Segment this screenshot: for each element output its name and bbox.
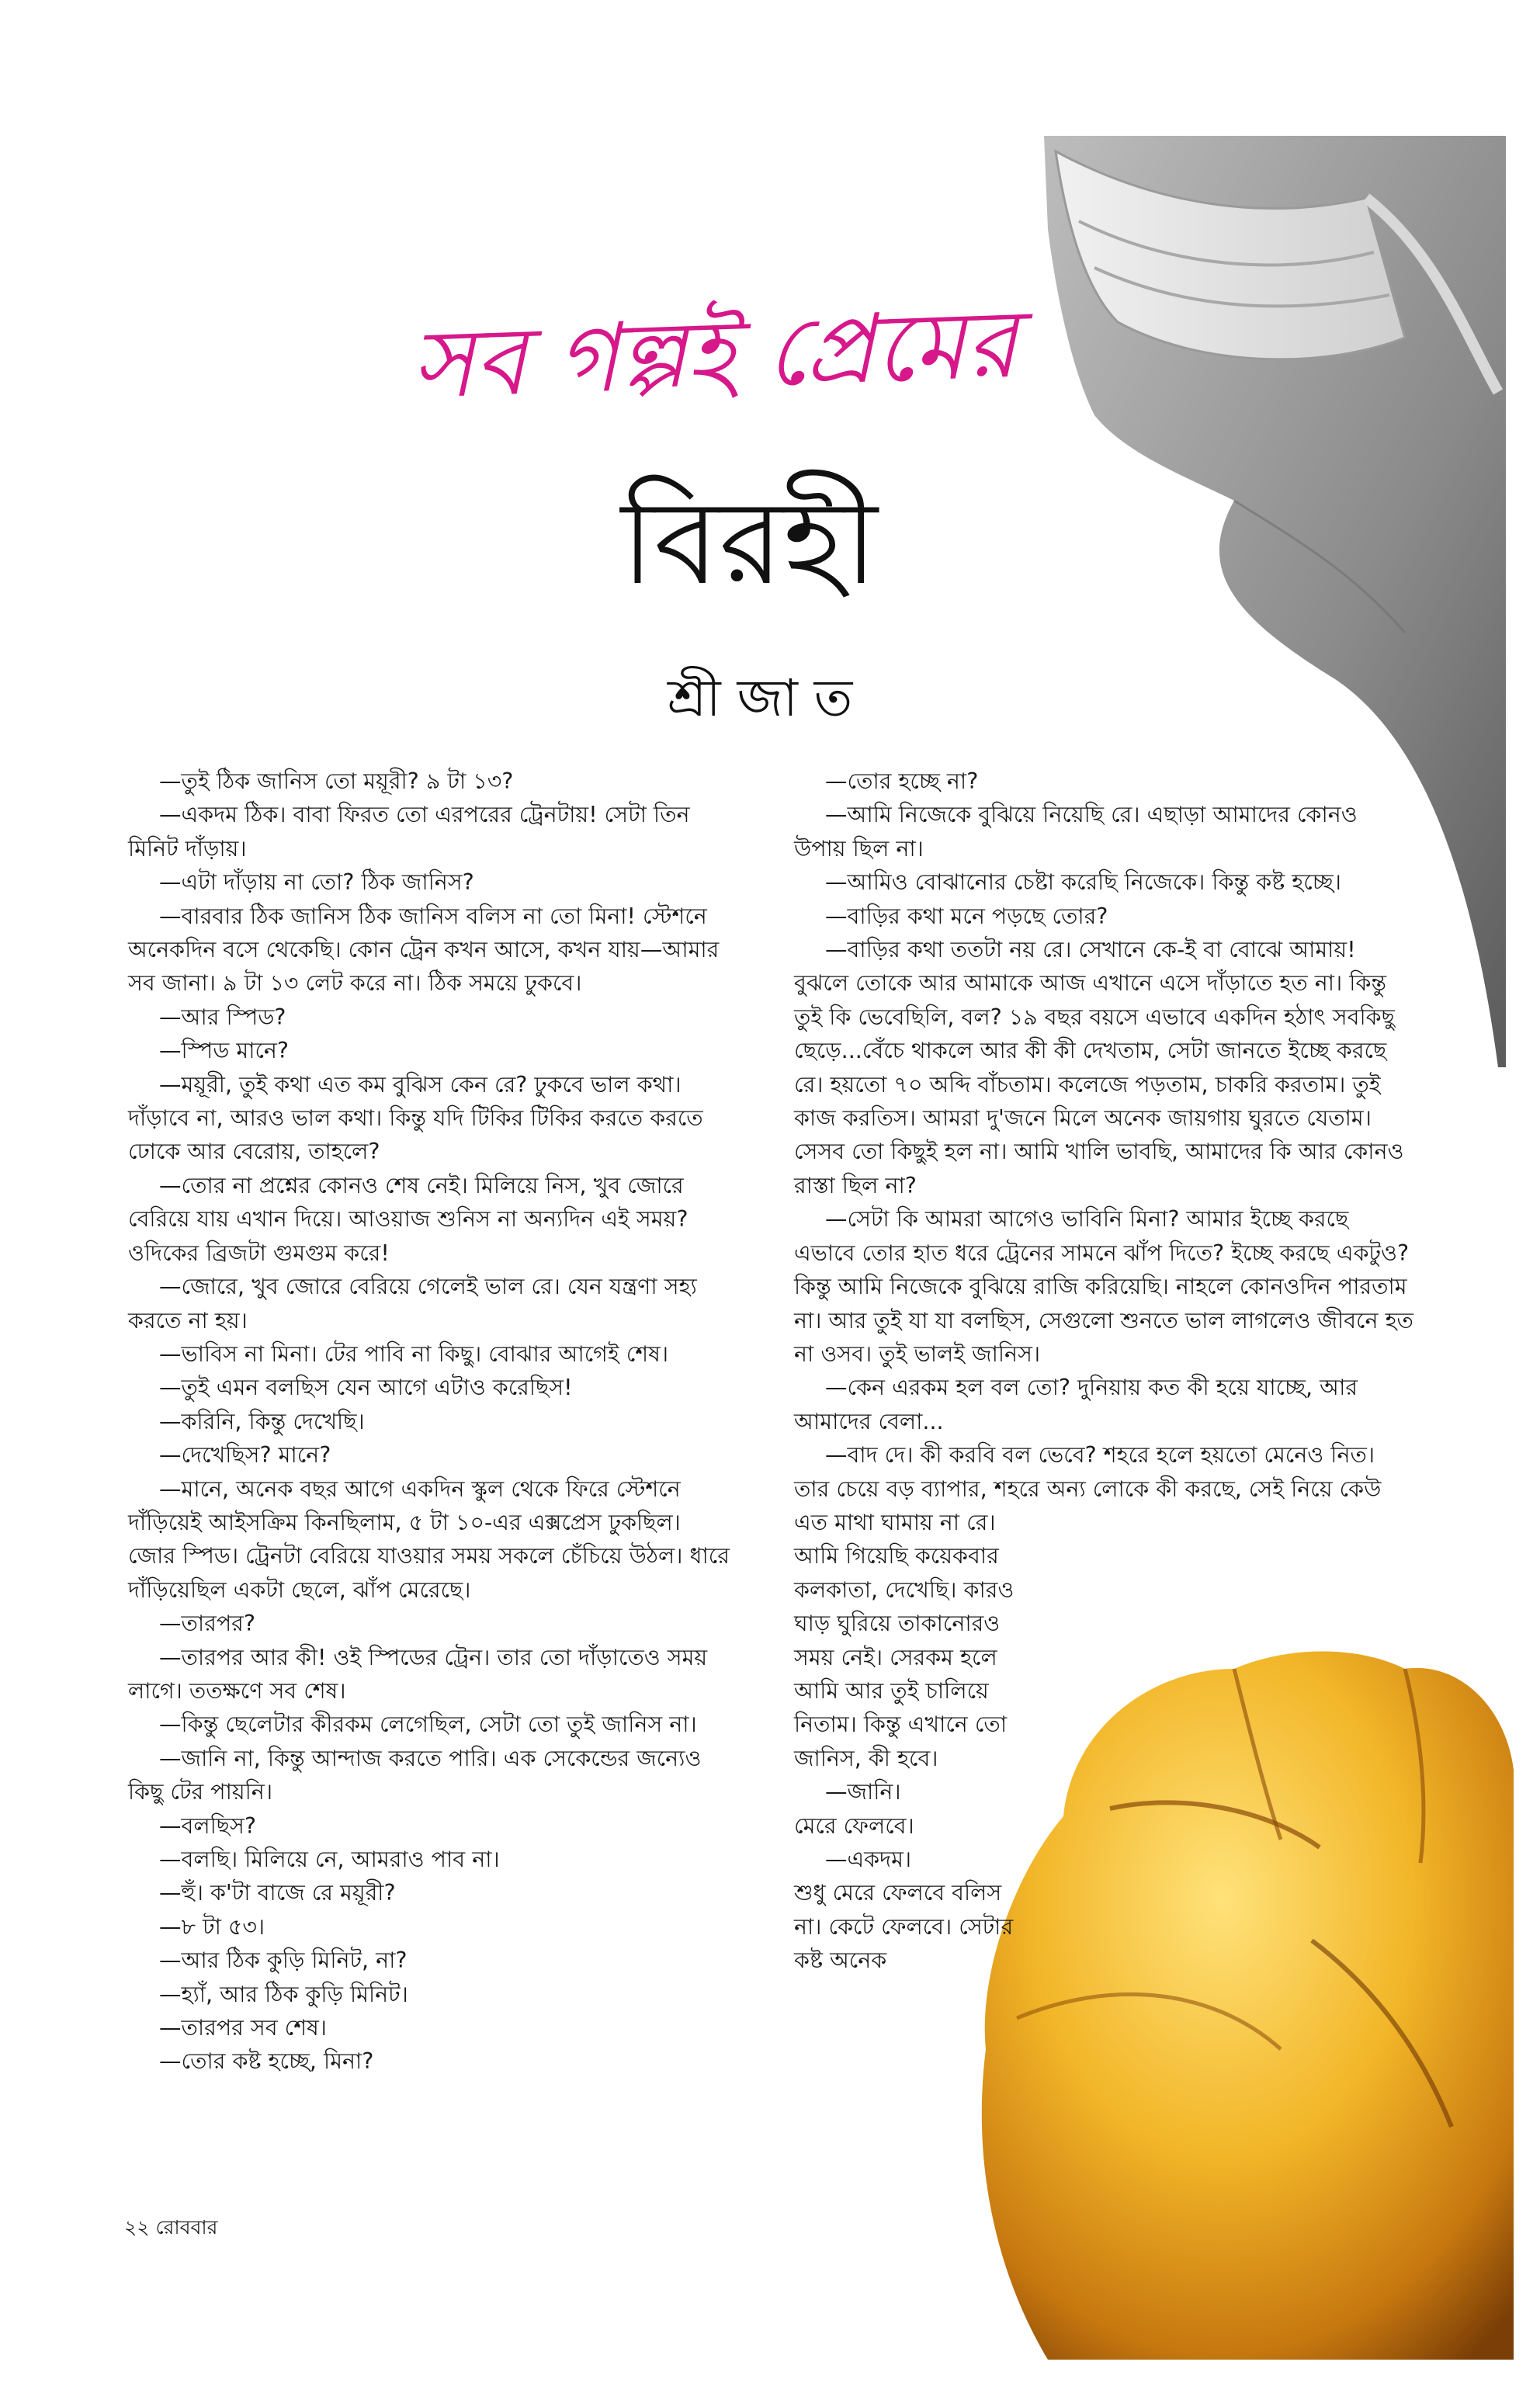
paragraph: —মানে, অনেক বছর আগে একদিন স্কুল থেকে ফিরে স্টেশনে দাঁড়িয়েই আইসক্রিম কিনছিলাম, ৫ টা ১০-এর এক্সপ্রেস ঢুকছিল। জোর স্পিড। ট্রেনটা বেরিয়ে যাওয়ার সময় সকলে চেঁচিয়ে উঠল। ধারে দাঁড়িয়েছিল একটা ছেলে, ঝাঁপ মেরেছে। bbox=[128, 1476, 730, 1603]
paragraph: শুধু মেরে ফেলবে বলিস না। কেটে ফেলবে। সেটার কষ্ট অনেক bbox=[794, 1880, 1014, 1974]
narrow-text-block bbox=[794, 1539, 1027, 1977]
paragraph: —জোরে, খুব জোরে বেরিয়ে গেলেই ভাল রে। যেন যন্ত্রণা সহ্য করতে না হয়। bbox=[128, 1274, 697, 1333]
paragraph: —তোর কষ্ট হচ্ছে, মিনা? bbox=[159, 2048, 374, 2075]
paragraph: —জানি না, কিন্তু আন্দাজ করতে পারি। এক সেকেন্ডের জন্যেও কিছু টের পায়নি। bbox=[128, 1745, 702, 1805]
page-folio: ২২ রোববার bbox=[124, 2216, 218, 2239]
story-title: বিরহী bbox=[621, 476, 878, 611]
section-kicker: সব গল্পই প্রেমের bbox=[409, 288, 1020, 420]
paragraph: —একদম ঠিক। বাবা ফিরত তো এরপরের ট্রেনটায়! সেটা তিন মিনিট দাঁড়ায়। bbox=[128, 802, 690, 862]
paragraph: —করিনি, কিন্তু দেখেছি। bbox=[159, 1408, 365, 1434]
paragraph: —আমি নিজেকে বুঝিয়ে নিয়েছি রে। এছাড়া আমাদের কোনও উপায় ছিল না। bbox=[794, 802, 1358, 862]
paragraph: —তোর হচ্ছে না? bbox=[825, 768, 979, 794]
paragraph: —তারপর আর কী! ওই স্পিডের ট্রেন। তার তো দাঁড়াতেও সময় লাগে। ততক্ষণে সব শেষ। bbox=[128, 1644, 708, 1704]
paragraph: —আর ঠিক কুড়ি মিনিট, না? bbox=[159, 1947, 408, 1974]
paragraph: —ভাবিস না মিনা। টের পাবি না কিছু। বোঝার আগেই শেষ। bbox=[159, 1340, 669, 1367]
paragraph: —বাড়ির কথা মনে পড়ছে তোর? bbox=[825, 903, 1108, 929]
paragraph: —কেন এরকম হল বল তো? দুনিয়ায় কত কী হয়ে যাচ্ছে, আর আমাদের বেলা... bbox=[794, 1375, 1358, 1434]
author-byline: শ্রী জা ত bbox=[668, 668, 853, 728]
paragraph: —৮ টা ৫৩। bbox=[159, 1913, 265, 1940]
paragraph: —তোর না প্রশ্নের কোনও শেষ নেই। মিলিয়ে নিস, খুব জোরে বেরিয়ে যায় এখান দিয়ে। আওয়াজ শুনিস না অন্যদিন এই সময়? ওদিকের ব্রিজটা গুমগুম করে! bbox=[128, 1172, 688, 1266]
paragraph: —হ্যাঁ, আর ঠিক কুড়ি মিনিট। bbox=[159, 1981, 408, 2007]
paragraph: —তারপর? bbox=[159, 1611, 255, 1637]
paragraph: —স্পিড মানে? bbox=[159, 1038, 290, 1064]
paragraph: —হুঁ। ক'টা বাজে রে ময়ূরী? bbox=[159, 1880, 396, 1906]
right-text-column bbox=[794, 765, 1415, 1978]
paragraph: —বলছিস? bbox=[159, 1812, 256, 1839]
paragraph: —আমিও বোঝানোর চেষ্টা করেছি নিজেকে। কিন্তু কষ্ট হচ্ছে। bbox=[825, 869, 1341, 896]
paragraph: —তুই এমন বলছিস যেন আগে এটাও করেছিস! bbox=[159, 1375, 573, 1401]
paragraph: —একদম। bbox=[825, 1847, 912, 1872]
paragraph: —জানি। bbox=[825, 1779, 901, 1805]
paragraph: —কিন্তু ছেলেটার কীরকম লেগেছিল, সেটা তো তুই জানিস না। bbox=[159, 1712, 697, 1738]
paragraph: —ময়ূরী, তুই কথা এত কম বুঝিস কেন রে? ঢুকবে ভাল কথা। দাঁড়াবে না, আরও ভাল কথা। কিন্তু যদি টিকির টিকির করতে করতে ঢোকে আর বেরোয়, তাহলে? bbox=[128, 1071, 703, 1165]
paragraph: —তারপর সব শেষ। bbox=[159, 2015, 327, 2041]
paragraph: —তুই ঠিক জানিস তো ময়ূরী? ৯ টা ১৩? bbox=[159, 768, 514, 794]
paragraph: —বলছি। মিলিয়ে নে, আমরাও পাব না। bbox=[159, 1847, 500, 1872]
paragraph: মেরে ফেলবে। bbox=[794, 1812, 914, 1839]
paragraph: —আর স্পিড? bbox=[159, 1004, 286, 1030]
paragraph: —দেখেছিস? মানে? bbox=[159, 1442, 331, 1469]
paragraph: —এটা দাঁড়ায় না তো? ঠিক জানিস? bbox=[159, 869, 474, 896]
paragraph: —বাদ দে। কী করবি বল ভেবে? শহরে হলে হয়তো মেনেও নিত। তার চেয়ে বড় ব্যাপার, শহরে অন্য লোকে কী করছে, সেই নিয়ে কেউ এত মাথা ঘামায় না রে। bbox=[794, 1442, 1382, 1535]
paragraph: —বাড়ির কথা ততটা নয় রে। সেখানে কে-ই বা বোঝে আমায়! বুঝলে তোকে আর আমাকে আজ এখানে এসে দাঁড়াতে হত না। কিন্তু তুই কি ভেবেছিলি, বল? ১৯ বছর বয়সে এভাবে একদিন হঠাৎ সবকিছু ছেড়ে...বেঁচে থাকলে আর কী কী দেখতাম, সেটা জানতে ইচ্ছে করছে রে। হয়তো ৭০ অব্দি বাঁচতাম। কলেজে পড়তাম, চাকরি করতাম। তুই কাজ করতিস। আমরা দু'জনে মিলে অনেক জায়গায় ঘুরতে যেতাম। সেসব তো কিছুই হল না। আমি খালি ভাবছি, আমাদের কি আর কোনও রাস্তা ছিল না? bbox=[794, 937, 1404, 1198]
left-text-column bbox=[128, 765, 734, 2079]
paragraph: —বারবার ঠিক জানিস ঠিক জানিস বলিস না তো মিনা! স্টেশনে অনেকদিন বসে থেকেছি। কোন ট্রেন কখন আসে, কখন যায়—আমার সব জানা। ৯ টা ১৩ লেট করে না। ঠিক সময়ে ঢুকবে। bbox=[128, 903, 720, 997]
paragraph: —সেটা কি আমরা আগেও ভাবিনি মিনা? আমার ইচ্ছে করছে এভাবে তোর হাত ধরে ট্রেনের সামনে ঝাঁপ দিতে? ইচ্ছে করছে একটুও? কিন্তু আমি নিজেকে বুঝিয়ে রাজি করিয়েছি। নাহলে কোনওদিন পারতাম না। আর তুই যা যা বলছিস, সেগুলো শুনতে ভাল লাগলেও জীবনে হত না ওসব। তুই ভালই জানিস। bbox=[794, 1206, 1413, 1367]
paragraph: আমি গিয়েছি কয়েকবার কলকাতা, দেখেছি। কারও ঘাড় ঘুরিয়ে তাকানোরও সময় নেই। সেরকম হলে আমি আর তুই চালিয়ে নিতাম। কিন্তু এখানে তো জানিস, কী হবে। bbox=[794, 1543, 1015, 1771]
